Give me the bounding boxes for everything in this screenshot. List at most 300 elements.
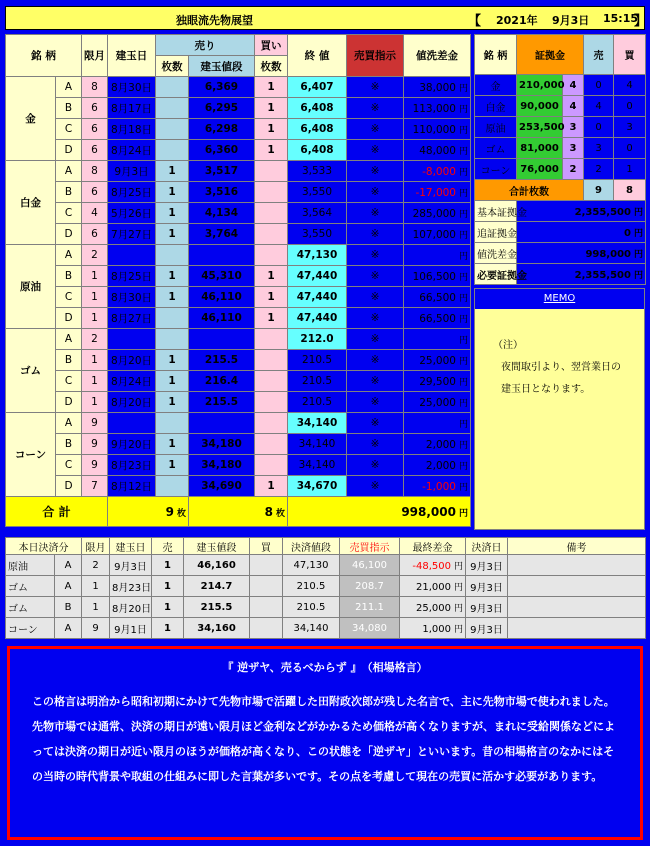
open-price — [189, 245, 255, 266]
pnl-unit: 円 — [458, 230, 468, 241]
settle-col-close: 決済値段 — [283, 538, 340, 555]
sell-count: 1 — [156, 455, 189, 476]
grade: B — [56, 182, 82, 203]
col-price: 建玉値段 — [189, 56, 255, 77]
pnl-unit: 円 — [458, 440, 468, 451]
close-price: 6,408 — [288, 119, 347, 140]
grade: D — [56, 224, 82, 245]
settlement-row — [6, 597, 646, 618]
settle-date: 9月1日 — [110, 618, 152, 639]
settle-col-gen: 限月 — [82, 538, 110, 555]
margin-name: 原油 — [475, 117, 517, 138]
open-price: 46,110 — [189, 308, 255, 329]
settle-price: 215.5 — [184, 597, 250, 618]
settle-pnl — [400, 618, 466, 639]
settle-pnl-value: 1,000 — [422, 623, 451, 635]
open-price: 45,310 — [189, 266, 255, 287]
margin-col-req: 証拠金 — [517, 35, 584, 75]
sell-count — [156, 329, 189, 350]
summary-label: 必要証拠金 — [475, 264, 517, 285]
buy-count — [255, 455, 288, 476]
margin-row — [475, 117, 646, 138]
open-price: 3,764 — [189, 224, 255, 245]
margin-sell: 4 — [584, 96, 614, 117]
summary-amount: 0 — [624, 227, 631, 239]
sell-count — [156, 140, 189, 161]
signal: ※ — [347, 224, 404, 245]
memo-line: 夜間取引より、翌営業日の — [501, 362, 621, 373]
open-price: 6,298 — [189, 119, 255, 140]
open-price: 34,690 — [189, 476, 255, 497]
month: 6 — [82, 224, 108, 245]
pnl — [404, 98, 471, 119]
buy-count — [255, 371, 288, 392]
pnl-unit: 円 — [458, 419, 468, 430]
settle-pnl-value: -48,500 — [412, 560, 451, 572]
month: 2 — [82, 329, 108, 350]
settle-pnl — [400, 555, 466, 576]
settle-buy — [250, 555, 283, 576]
settle-col-note: 備考 — [508, 538, 646, 555]
position-row — [6, 455, 471, 476]
margin-name: 白金 — [475, 96, 517, 117]
margin-count: 3 — [563, 117, 584, 138]
margin-buy: 0 — [614, 138, 646, 159]
open-price: 215.5 — [189, 350, 255, 371]
settle-month: 1 — [82, 597, 110, 618]
settle-price: 46,160 — [184, 555, 250, 576]
buy-count: 1 — [255, 476, 288, 497]
col-close: 終 値 — [288, 35, 347, 77]
settle-buy — [250, 597, 283, 618]
open-date: 5月26日 — [108, 203, 156, 224]
pnl — [404, 476, 471, 497]
month: 1 — [82, 308, 108, 329]
pnl-unit: 円 — [458, 335, 468, 346]
margin-summary — [475, 201, 646, 285]
sell-count — [156, 245, 189, 266]
close-price: 34,670 — [288, 476, 347, 497]
open-date: 7月27日 — [108, 224, 156, 245]
pnl-value: -17,000 — [415, 186, 456, 199]
settle-name: ゴム — [6, 576, 55, 597]
position-row — [6, 224, 471, 245]
open-date: 8月20日 — [108, 392, 156, 413]
settle-pnl-unit: 円 — [453, 561, 463, 572]
sell-count — [156, 119, 189, 140]
settle-col-buy: 買 — [250, 538, 283, 555]
grade: C — [56, 455, 82, 476]
margin-body — [475, 75, 646, 180]
month: 1 — [82, 371, 108, 392]
margin-count: 4 — [563, 75, 584, 96]
col-sell: 売り — [156, 35, 255, 56]
margin-buy: 3 — [614, 117, 646, 138]
open-price: 6,360 — [189, 140, 255, 161]
margin-row — [475, 96, 646, 117]
pnl — [404, 371, 471, 392]
pnl — [404, 287, 471, 308]
open-date — [108, 329, 156, 350]
close-price: 210.5 — [288, 371, 347, 392]
group-name: 白金 — [6, 161, 56, 245]
settle-buy — [250, 576, 283, 597]
settle-price: 34,160 — [184, 618, 250, 639]
pnl-value: 66,500 — [419, 312, 456, 325]
positions-body — [6, 77, 471, 497]
sell-count — [156, 308, 189, 329]
pnl-unit: 円 — [458, 377, 468, 388]
settle-grade: B — [55, 597, 82, 618]
position-row — [6, 77, 471, 98]
close-price: 210.5 — [288, 392, 347, 413]
pnl-value: 29,500 — [419, 375, 456, 388]
summary-row — [475, 201, 646, 222]
margin-sell: 0 — [584, 117, 614, 138]
memo-note — [493, 335, 621, 401]
sell-count: 1 — [156, 392, 189, 413]
pnl-value: 106,500 — [412, 270, 456, 283]
pnl-unit: 円 — [458, 167, 468, 178]
signal: ※ — [347, 350, 404, 371]
memo-line: （注） — [493, 340, 523, 351]
settle-sell: 1 — [152, 555, 184, 576]
settlement-row — [6, 555, 646, 576]
pnl-unit: 円 — [458, 293, 468, 304]
bracket-right: 】 — [634, 14, 648, 29]
margin-buy: 1 — [614, 159, 646, 180]
position-row — [6, 266, 471, 287]
close-price: 34,140 — [288, 455, 347, 476]
grade: C — [56, 203, 82, 224]
settlement-row — [6, 576, 646, 597]
pnl-value: 2,000 — [425, 438, 456, 451]
open-price: 4,134 — [189, 203, 255, 224]
buy-count — [255, 224, 288, 245]
pnl — [404, 140, 471, 161]
col-pnl: 値洗差金 — [404, 35, 471, 77]
summary-value — [517, 222, 646, 243]
month: 1 — [82, 392, 108, 413]
sell-count — [156, 98, 189, 119]
settle-pnl-unit: 円 — [453, 582, 463, 593]
pnl — [404, 413, 471, 434]
signal: ※ — [347, 98, 404, 119]
pnl-value: 48,000 — [419, 144, 456, 157]
month: 6 — [82, 98, 108, 119]
position-row — [6, 413, 471, 434]
open-price — [189, 413, 255, 434]
settle-signal: 208.7 — [340, 576, 400, 597]
summary-amount: 2,355,500 — [574, 269, 631, 281]
settle-day: 9月3日 — [466, 576, 508, 597]
totals-label: 合 計 — [6, 497, 108, 527]
position-row — [6, 476, 471, 497]
col-date: 建玉日 — [108, 35, 156, 77]
open-date: 8月30日 — [108, 77, 156, 98]
close-price: 34,140 — [288, 413, 347, 434]
totals-sell-value: 9 — [165, 504, 174, 519]
pnl-value: 285,000 — [412, 207, 456, 220]
close-price: 3,550 — [288, 182, 347, 203]
pnl-unit: 円 — [458, 188, 468, 199]
settle-month: 2 — [82, 555, 110, 576]
totals-pnl-unit: 円 — [458, 508, 468, 519]
settle-col-date: 建玉日 — [110, 538, 152, 555]
settle-close: 34,140 — [283, 618, 340, 639]
margin-sell: 3 — [584, 138, 614, 159]
month: 8 — [82, 77, 108, 98]
col-sell-count: 枚数 — [156, 56, 189, 77]
margin-col-sell: 売 — [584, 35, 614, 75]
buy-count: 1 — [255, 77, 288, 98]
settle-signal: 34,080 — [340, 618, 400, 639]
open-price: 6,295 — [189, 98, 255, 119]
group-name: 原油 — [6, 245, 56, 329]
settle-pnl — [400, 597, 466, 618]
settle-pnl-value: 21,000 — [415, 581, 451, 593]
pnl — [404, 266, 471, 287]
margin-buy: 4 — [614, 75, 646, 96]
totals-pnl — [288, 497, 471, 527]
col-gen: 限月 — [82, 35, 108, 77]
sell-count — [156, 476, 189, 497]
open-date: 9月20日 — [108, 434, 156, 455]
settlement-header-row — [6, 538, 646, 555]
pnl — [404, 182, 471, 203]
settle-pnl — [400, 576, 466, 597]
month: 4 — [82, 203, 108, 224]
margin-value: 253,500 — [517, 117, 563, 138]
summary-label: 値洗差金 — [475, 243, 517, 264]
margin-count-buy: 8 — [614, 180, 646, 201]
summary-label: 基本証拠金 — [475, 201, 517, 222]
pnl — [404, 119, 471, 140]
pnl — [404, 245, 471, 266]
date-time: 15:15 — [603, 12, 639, 25]
grade: D — [56, 392, 82, 413]
position-row — [6, 161, 471, 182]
open-date — [108, 413, 156, 434]
settle-day: 9月3日 — [466, 555, 508, 576]
pnl-unit: 円 — [458, 125, 468, 136]
settle-note — [508, 597, 646, 618]
proverb-box — [7, 646, 643, 840]
settlement-table — [5, 537, 646, 639]
close-price: 47,440 — [288, 266, 347, 287]
pnl-unit: 円 — [458, 482, 468, 493]
settle-buy — [250, 618, 283, 639]
pnl-unit: 円 — [458, 251, 468, 262]
grade: A — [56, 329, 82, 350]
open-date: 8月20日 — [108, 350, 156, 371]
totals-row — [6, 497, 471, 527]
position-row — [6, 350, 471, 371]
signal: ※ — [347, 287, 404, 308]
open-date: 8月27日 — [108, 308, 156, 329]
buy-count: 1 — [255, 98, 288, 119]
margin-count: 4 — [563, 96, 584, 117]
buy-count — [255, 392, 288, 413]
settle-col-signal: 売買指示 — [340, 538, 400, 555]
settlement-row — [6, 618, 646, 639]
summary-value — [517, 243, 646, 264]
open-price: 34,180 — [189, 455, 255, 476]
pnl — [404, 161, 471, 182]
signal: ※ — [347, 434, 404, 455]
month: 1 — [82, 287, 108, 308]
settle-month: 1 — [82, 576, 110, 597]
grade: C — [56, 287, 82, 308]
pnl-value: 107,000 — [412, 228, 456, 241]
sell-count — [156, 77, 189, 98]
pnl — [404, 350, 471, 371]
summary-amount: 998,000 — [585, 248, 631, 260]
settle-name: コーン — [6, 618, 55, 639]
month: 6 — [82, 182, 108, 203]
buy-count: 1 — [255, 140, 288, 161]
pnl-value: 38,000 — [419, 81, 456, 94]
summary-row — [475, 243, 646, 264]
col-buy-count: 枚数 — [255, 56, 288, 77]
grade: A — [56, 413, 82, 434]
sell-count: 1 — [156, 161, 189, 182]
pnl-unit: 円 — [458, 356, 468, 367]
signal: ※ — [347, 455, 404, 476]
month: 9 — [82, 434, 108, 455]
buy-count — [255, 182, 288, 203]
pnl-value: 66,500 — [419, 291, 456, 304]
settle-day: 9月3日 — [466, 618, 508, 639]
signal: ※ — [347, 371, 404, 392]
month: 9 — [82, 455, 108, 476]
buy-count — [255, 434, 288, 455]
pnl — [404, 308, 471, 329]
close-price: 34,140 — [288, 434, 347, 455]
memo-title[interactable]: MEMO — [475, 289, 644, 309]
sell-count: 1 — [156, 371, 189, 392]
page-title: 独眼流先物展望 — [176, 14, 253, 27]
margin-value: 90,000 — [517, 96, 563, 117]
open-date — [108, 245, 156, 266]
pnl — [404, 329, 471, 350]
open-price: 3,517 — [189, 161, 255, 182]
grade: D — [56, 476, 82, 497]
open-price: 215.5 — [189, 392, 255, 413]
settle-name: 原油 — [6, 555, 55, 576]
settle-pnl-unit: 円 — [453, 603, 463, 614]
pnl-unit: 円 — [458, 104, 468, 115]
month: 9 — [82, 413, 108, 434]
month: 6 — [82, 119, 108, 140]
memo-panel — [474, 288, 645, 530]
margin-count-sell: 9 — [584, 180, 614, 201]
settle-col-pnl: 最終差金 — [400, 538, 466, 555]
sell-count: 1 — [156, 182, 189, 203]
col-name: 銘 柄 — [6, 35, 82, 77]
settle-close: 47,130 — [283, 555, 340, 576]
title-bar — [5, 6, 648, 30]
settle-date: 8月20日 — [110, 597, 152, 618]
buy-count — [255, 329, 288, 350]
settle-close: 210.5 — [283, 597, 340, 618]
margin-sell: 0 — [584, 75, 614, 96]
margin-count: 3 — [563, 138, 584, 159]
pnl — [404, 224, 471, 245]
sell-count: 1 — [156, 266, 189, 287]
buy-count: 1 — [255, 308, 288, 329]
open-price: 3,516 — [189, 182, 255, 203]
sell-count: 1 — [156, 287, 189, 308]
position-row — [6, 182, 471, 203]
pnl-value: 113,000 — [412, 102, 456, 115]
buy-count — [255, 203, 288, 224]
signal: ※ — [347, 266, 404, 287]
settle-grade: A — [55, 555, 82, 576]
pnl-value: 2,000 — [425, 459, 456, 472]
settle-pnl-value: 25,000 — [415, 602, 451, 614]
buy-count — [255, 413, 288, 434]
settle-note — [508, 576, 646, 597]
memo-line: 建玉日となります。 — [501, 384, 591, 395]
margin-count: 2 — [563, 159, 584, 180]
buy-count — [255, 245, 288, 266]
pnl-value: 110,000 — [412, 123, 456, 136]
settle-signal: 211.1 — [340, 597, 400, 618]
close-price: 47,130 — [288, 245, 347, 266]
settle-col-name: 本日決済分 — [6, 538, 82, 555]
settle-day: 9月3日 — [466, 597, 508, 618]
close-price: 210.5 — [288, 350, 347, 371]
signal: ※ — [347, 203, 404, 224]
settle-price: 214.7 — [184, 576, 250, 597]
pnl-unit: 円 — [458, 461, 468, 472]
group-name: ゴム — [6, 329, 56, 413]
open-price — [189, 329, 255, 350]
open-date: 8月23日 — [108, 455, 156, 476]
open-date: 8月18日 — [108, 119, 156, 140]
month: 1 — [82, 350, 108, 371]
position-row — [6, 245, 471, 266]
pnl-value: 25,000 — [419, 396, 456, 409]
col-buy: 買い — [255, 35, 288, 56]
settle-name: ゴム — [6, 597, 55, 618]
totals-pnl-value: 998,000 — [401, 504, 456, 519]
margin-name: ゴム — [475, 138, 517, 159]
position-row — [6, 119, 471, 140]
open-date: 8月30日 — [108, 287, 156, 308]
margin-name: 金 — [475, 75, 517, 96]
open-date: 8月24日 — [108, 371, 156, 392]
pnl-unit: 円 — [458, 83, 468, 94]
signal: ※ — [347, 119, 404, 140]
open-date: 8月17日 — [108, 98, 156, 119]
close-price: 212.0 — [288, 329, 347, 350]
signal: ※ — [347, 413, 404, 434]
sell-count: 1 — [156, 224, 189, 245]
close-price: 3,550 — [288, 224, 347, 245]
pnl — [404, 392, 471, 413]
settle-sell: 1 — [152, 597, 184, 618]
pnl-unit: 円 — [458, 398, 468, 409]
open-date: 8月24日 — [108, 140, 156, 161]
buy-count — [255, 161, 288, 182]
settle-close: 210.5 — [283, 576, 340, 597]
signal: ※ — [347, 140, 404, 161]
position-row — [6, 287, 471, 308]
month: 8 — [82, 161, 108, 182]
pnl — [404, 434, 471, 455]
